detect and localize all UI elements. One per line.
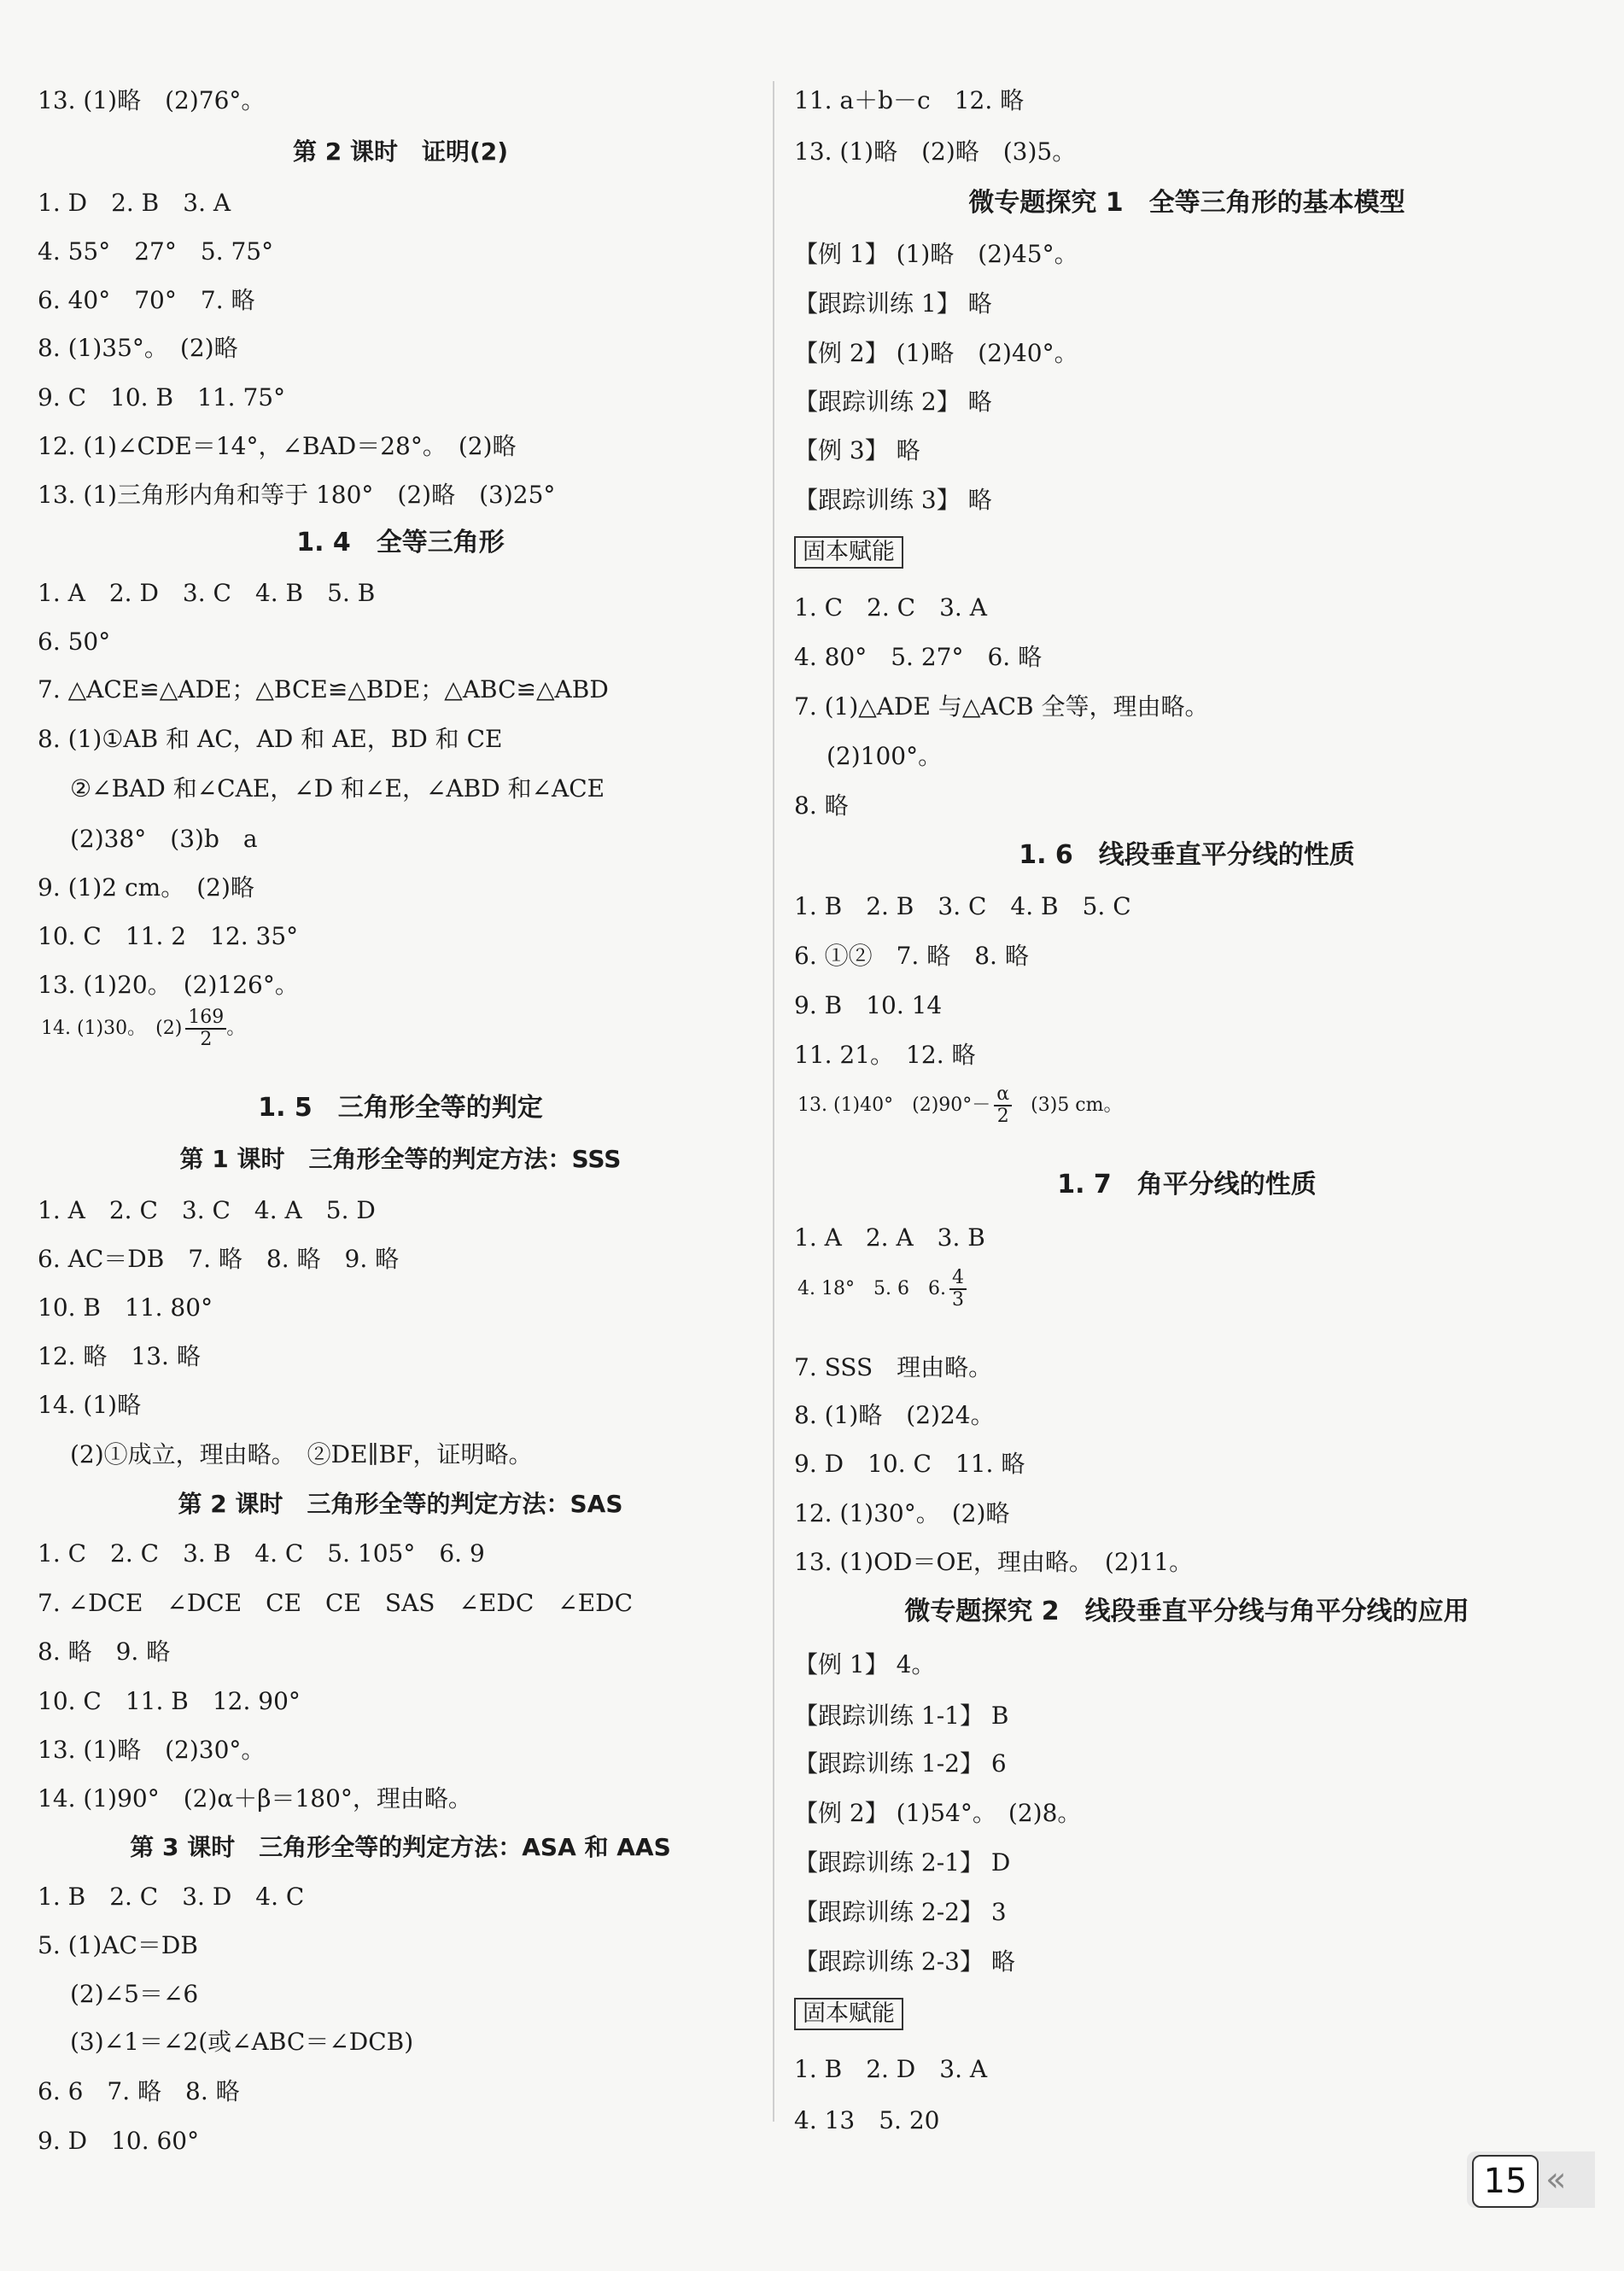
fraction-denominator: 2 (200, 1029, 213, 1050)
answer-line: 【例 2】 (1)54°。 (2)8。 (794, 1799, 1082, 1827)
double-chevron-left-icon: « (1545, 2160, 1567, 2199)
answer-line: 【跟踪训练 1-2】 6 (794, 1749, 1007, 1778)
boxed-label-text: 固本赋能 (794, 536, 903, 569)
answer-line: 11. a＋b－c 12. 略 (794, 86, 1025, 114)
answer-line: 1. C 2. C 3. B 4. C 5. 105° 6. 9 (38, 1539, 485, 1568)
answer-line: (2)100°。 (827, 742, 943, 770)
section-heading: 微专题探究 1 全等三角形的基本模型 (968, 188, 1405, 218)
fraction-numerator: α (994, 1084, 1012, 1106)
column-divider (773, 81, 774, 2122)
answer-line: 【跟踪训练 2-1】 D (794, 1848, 1011, 1877)
answer-line: 7. SSS 理由略。 (794, 1353, 993, 1381)
answer-line: 1. C 2. C 3. A (794, 593, 987, 622)
answer-line: 5. (1)AC＝DB (38, 1931, 198, 1959)
fraction (949, 1268, 967, 1311)
answer-line: 1. A 2. A 3. B (794, 1223, 985, 1252)
answer-line: 12. (1)∠CDE＝14°，∠BAD＝28°。 (2)略 (38, 432, 517, 460)
fraction-denominator: 3 (951, 1289, 964, 1311)
section-heading: 1. 5 三角形全等的判定 (258, 1093, 543, 1123)
answer-line: 6. 40° 70° 7. 略 (38, 286, 255, 314)
fraction (185, 1007, 226, 1050)
answer-line: 【例 2】 (1)略 (2)40°。 (794, 339, 1078, 367)
answer-line: 13. (1)略 (2)76°。 (38, 86, 266, 114)
answer-line: 【跟踪训练 3】 略 (794, 486, 992, 514)
answer-line: 14. (1)略 (38, 1391, 142, 1419)
answer-line: 4. 13 5. 20 (794, 2106, 940, 2134)
answer-line: ②∠BAD 和∠CAE，∠D 和∠E，∠ABD 和∠ACE (70, 774, 605, 803)
answer-line: 1. D 2. B 3. A (38, 189, 231, 217)
answer-line: 【跟踪训练 1】 略 (794, 289, 992, 318)
answer-line: 1. B 2. C 3. D 4. C (38, 1883, 305, 1911)
answer-line: 7. ∠DCE ∠DCE CE CE SAS ∠EDC ∠EDC (38, 1589, 634, 1617)
section-heading: 微专题探究 2 线段垂直平分线与角平分线的应用 (904, 1597, 1469, 1626)
answer-line: 1. B 2. D 3. A (794, 2055, 988, 2083)
lesson-heading: 第 3 课时 三角形全等的判定方法：ASA 和 AAS (130, 1833, 671, 1861)
answer-line: 10. C 11. 2 12. 35° (38, 922, 299, 950)
answer-line: 9. D 10. 60° (38, 2127, 200, 2155)
answer-line: 1. A 2. D 3. C 4. B 5. B (38, 579, 376, 607)
fraction-denominator: 2 (996, 1106, 1009, 1127)
answer-text: 14. (1)30。 (2) (41, 1018, 183, 1039)
answer-line (41, 1007, 245, 1050)
answer-line: 12. 略 13. 略 (38, 1342, 201, 1370)
answer-line: 4. 80° 5. 27° 6. 略 (794, 643, 1043, 671)
section-heading: 1. 6 线段垂直平分线的性质 (1019, 840, 1355, 870)
answer-line: 8. 略 9. 略 (38, 1638, 171, 1666)
answer-line: 10. C 11. B 12. 90° (38, 1687, 301, 1715)
answer-line: 6. 6 7. 略 8. 略 (38, 2077, 240, 2105)
answer-line: 7. △ACE≌△ADE；△BCE≌△BDE；△ABC≌△ABD (38, 675, 609, 703)
answer-tail: 。 (226, 1018, 246, 1039)
boxed-section-label (794, 1998, 903, 2030)
answer-line: (2)①成立，理由略。 ②DE∥BF，证明略。 (70, 1440, 533, 1468)
section-heading: 1. 7 角平分线的性质 (1057, 1170, 1317, 1200)
section-heading: 1. 4 全等三角形 (296, 528, 505, 558)
answer-line: 【跟踪训练 2】 略 (794, 388, 992, 416)
answer-line: 9. C 10. B 11. 75° (38, 383, 286, 412)
answer-line: 11. 21。 12. 略 (794, 1041, 976, 1069)
page-number-tab (1467, 2151, 1595, 2208)
answer-text: 4. 18° 5. 6 6. (797, 1278, 946, 1299)
boxed-label-text: 固本赋能 (794, 1998, 903, 2030)
answer-line: 【例 1】 (1)略 (2)45°。 (794, 240, 1078, 268)
answer-line: 1. A 2. C 3. C 4. A 5. D (38, 1196, 376, 1224)
answer-line: 【例 3】 略 (794, 436, 920, 464)
answer-line: (2)38° (3)b a (70, 825, 258, 853)
fraction-numerator: 169 (185, 1007, 226, 1030)
boxed-section-label (794, 536, 903, 569)
answer-line: 8. (1)35°。 (2)略 (38, 334, 238, 362)
answer-line: 9. D 10. C 11. 略 (794, 1450, 1025, 1478)
answer-line: 10. B 11. 80° (38, 1293, 213, 1322)
answer-line: 9. (1)2 cm。 (2)略 (38, 873, 254, 902)
answer-line: 13. (1)三角形内角和等于 180° (2)略 (3)25° (38, 481, 556, 509)
answer-text: 13. (1)40° (2)90°－ (797, 1095, 991, 1116)
answer-line: 8. 略 (794, 791, 849, 820)
answer-line: (3)∠1＝∠2(或∠ABC＝∠DCB) (70, 2028, 414, 2056)
fraction-numerator: 4 (949, 1268, 967, 1290)
answer-line: 7. (1)△ADE 与△ACB 全等，理由略。 (794, 692, 1209, 721)
answer-line: 13. (1)略 (2)30°。 (38, 1736, 266, 1764)
answer-line: 13. (1)20。 (2)126°。 (38, 971, 299, 999)
answer-line: 8. (1)略 (2)24。 (794, 1401, 995, 1429)
answer-line: 14. (1)90° (2)α＋β＝180°，理由略。 (38, 1784, 472, 1813)
page-number: 15 (1472, 2155, 1539, 2208)
answer-line: 1. B 2. B 3. C 4. B 5. C (794, 892, 1131, 920)
lesson-heading: 第 2 课时 证明(2) (292, 137, 509, 166)
answer-line: 6. ①② 7. 略 8. 略 (794, 942, 1029, 970)
answer-line: (2)∠5＝∠6 (70, 1980, 199, 2008)
answer-line: 13. (1)OD＝OE，理由略。 (2)11。 (794, 1548, 1194, 1576)
answer-line: 【例 1】 4。 (794, 1650, 936, 1678)
answer-line (797, 1084, 1123, 1127)
answer-line (797, 1268, 967, 1311)
answer-line: 4. 55° 27° 5. 75° (38, 237, 274, 266)
fraction (994, 1084, 1012, 1127)
answer-line: 【跟踪训练 1-1】 B (794, 1702, 1009, 1730)
lesson-heading: 第 1 课时 三角形全等的判定方法：SSS (179, 1145, 622, 1173)
answer-tail: (3)5 cm。 (1012, 1095, 1123, 1116)
answer-line: 12. (1)30°。 (2)略 (794, 1499, 1010, 1527)
answer-line: 【跟踪训练 2-2】 3 (794, 1898, 1007, 1926)
answer-line: 6. 50° (38, 628, 111, 656)
answer-line: 9. B 10. 14 (794, 991, 943, 1019)
answer-line: 6. AC＝DB 7. 略 8. 略 9. 略 (38, 1245, 400, 1273)
answer-line: 【跟踪训练 2-3】 略 (794, 1947, 1015, 1976)
answer-line: 8. (1)①AB 和 AC，AD 和 AE，BD 和 CE (38, 725, 503, 753)
lesson-heading: 第 2 课时 三角形全等的判定方法：SAS (178, 1490, 623, 1518)
answer-line: 13. (1)略 (2)略 (3)5。 (794, 137, 1077, 166)
